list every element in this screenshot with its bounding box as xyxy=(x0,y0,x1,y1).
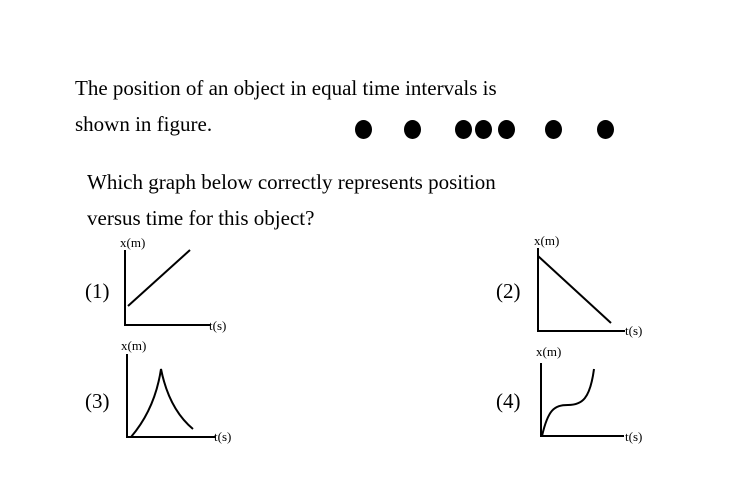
position-dots-figure xyxy=(0,120,750,142)
question-line-2: versus time for this object? xyxy=(87,206,315,230)
graph-4 xyxy=(536,355,631,441)
graph-1-y-label: x(m) xyxy=(120,235,146,250)
graph-1-axes xyxy=(125,250,210,325)
position-dot xyxy=(355,120,372,139)
position-dot xyxy=(498,120,515,139)
graph-3-x-label: t(s) xyxy=(214,429,232,444)
graph-2 xyxy=(533,243,628,335)
option-label-2: (2) xyxy=(496,279,521,303)
graph-1-curve xyxy=(128,250,190,306)
graph-2-curve xyxy=(538,256,611,323)
intro-line-2: shown in figure. xyxy=(75,112,213,136)
option-label-3: (3) xyxy=(85,389,110,413)
graph-1-x-label: t(s) xyxy=(209,318,227,333)
position-dot xyxy=(404,120,421,139)
position-dot xyxy=(455,120,472,139)
graph-3-y-label: x(m) xyxy=(121,338,147,353)
option-label-1: (1) xyxy=(85,279,110,303)
graph-3 xyxy=(121,349,221,441)
intro-line-1: The position of an object in equal time intervals is xyxy=(75,76,497,100)
option-label-4: (4) xyxy=(496,389,521,413)
graph-2-y-label: x(m) xyxy=(534,233,560,248)
question-line-1: Which graph below correctly represents position xyxy=(87,170,496,194)
graph-3-curve xyxy=(131,369,193,437)
graph-4-x-label: t(s) xyxy=(625,429,643,444)
graph-2-x-label: t(s) xyxy=(625,323,643,338)
graph-4-y-label: x(m) xyxy=(536,344,562,359)
position-dot xyxy=(475,120,492,139)
graph-4-curve xyxy=(542,369,594,436)
graph-1 xyxy=(120,245,215,330)
position-dot xyxy=(597,120,614,139)
question-text xyxy=(87,164,496,236)
graph-2-axes xyxy=(538,248,625,331)
position-dot xyxy=(545,120,562,139)
